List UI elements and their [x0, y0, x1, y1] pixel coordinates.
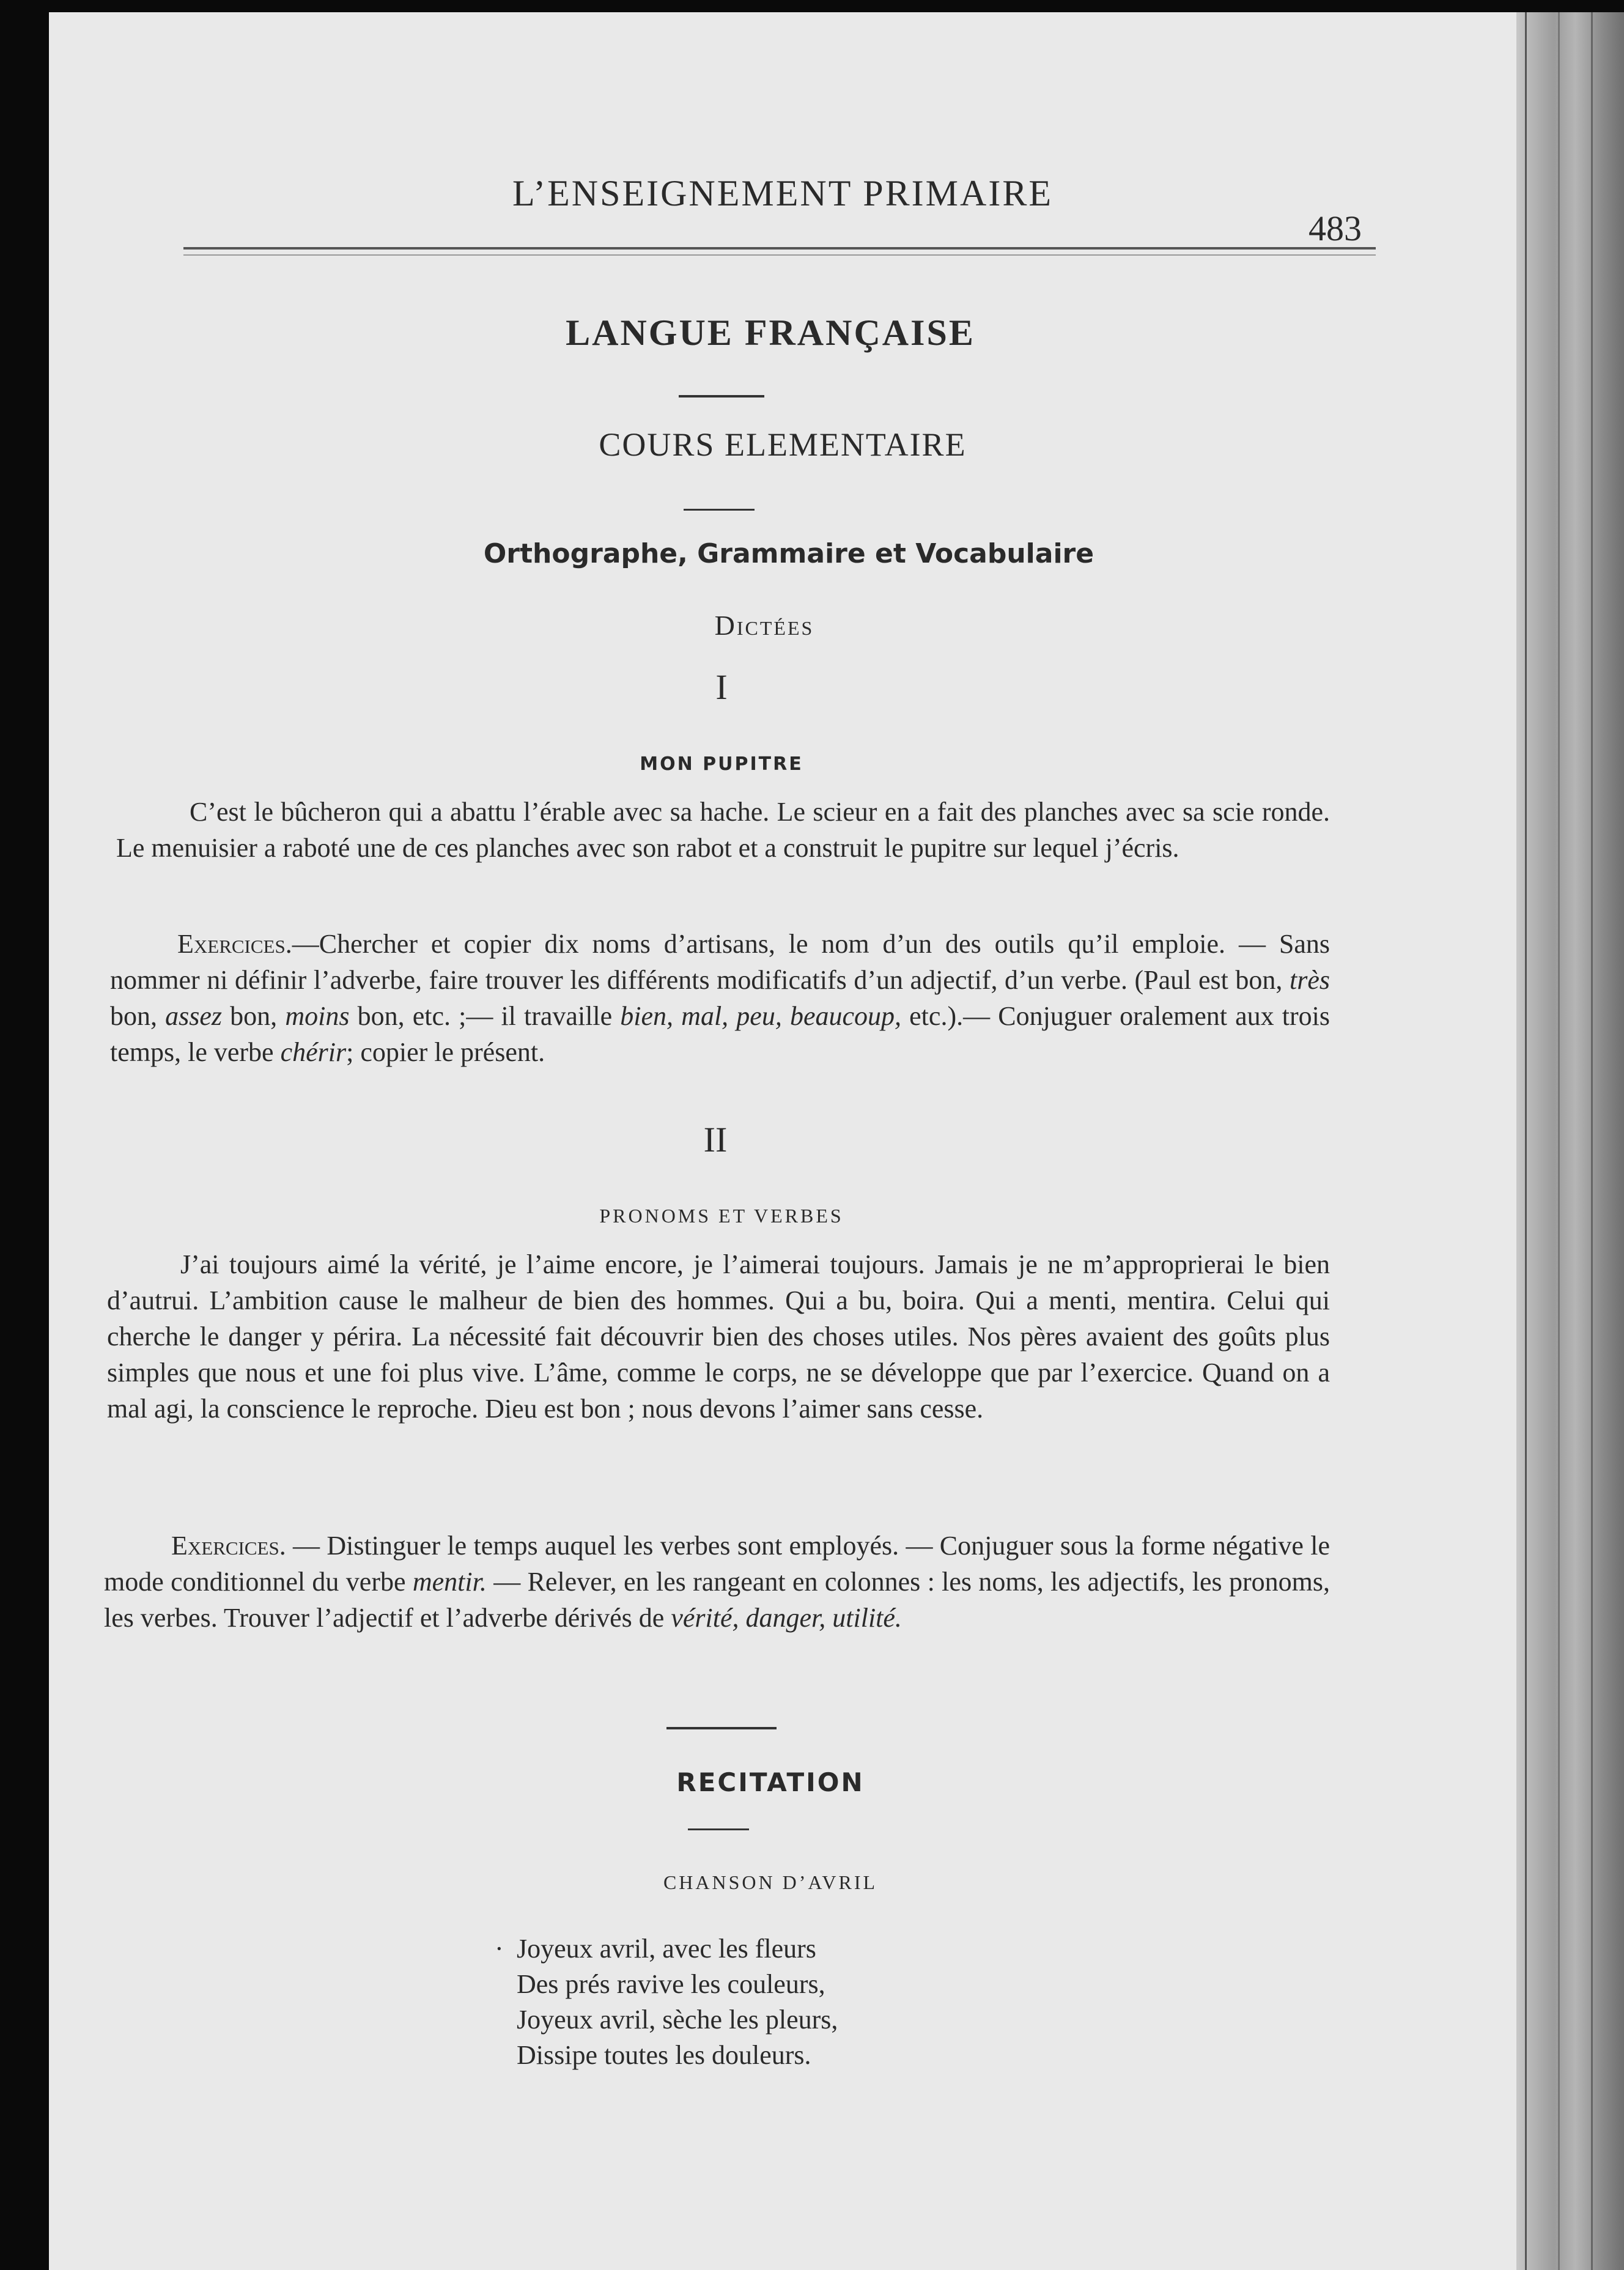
- exercises-text: ; copier le présent.: [346, 1037, 545, 1067]
- section-title: LANGUE FRANÇAISE: [566, 312, 975, 353]
- exercises-text: — Distinguer le temps auquel les verbes sont employés. — Conjuguer sous la forme négative le mode conditionnel du verbe: [104, 1531, 1330, 1597]
- poem: [517, 1931, 1128, 2073]
- divider-rule: [666, 1727, 777, 1729]
- divider-rule: [679, 395, 764, 397]
- exercises-italic: vérité, danger, utilité.: [671, 1603, 902, 1633]
- page-edge-line: [1558, 12, 1560, 2270]
- poem-line: · Joyeux avril, avec les fleurs: [517, 1931, 1128, 1967]
- book-page: [49, 12, 1535, 2270]
- poem-line: Joyeux avril, sèche les pleurs,: [517, 2005, 838, 2035]
- exercises-label: Exercices.: [171, 1531, 286, 1561]
- dictation-title: MON PUPITRE: [640, 753, 803, 775]
- dictees-label: Dictées: [714, 610, 814, 641]
- running-head: L’ENSEIGNEMENT PRIMAIRE: [512, 173, 1053, 213]
- exercises-text: bon, etc. ;— il travaille: [349, 1001, 621, 1031]
- page-edge-line: [1525, 12, 1527, 2270]
- dictation-numeral: I: [715, 667, 728, 707]
- exercises-text: — Relever, en les rangeant en colonnes : les noms, les adjectifs, les pronoms, les verbes. Trouver l’adjectif et l’adverbe dérivés de: [104, 1567, 1330, 1633]
- dictation-title: PRONOMS ET VERBES: [599, 1205, 844, 1227]
- exercises-italic: très: [1290, 965, 1330, 995]
- header-rule: [183, 247, 1376, 256]
- exercises-text: bon,: [222, 1001, 286, 1031]
- exercises-text: etc.).— Conjuguer oralement aux trois temps, le verbe: [110, 1001, 1331, 1067]
- subject-title: Orthographe, Grammaire et Vocabulaire: [483, 538, 1094, 569]
- divider-rule: [688, 1828, 749, 1830]
- dictation-text: C’est le bûcheron qui a abattu l’érable avec sa hache. Le scieur en a fait des planches avec sa scie ronde. Le menuisier a raboté une de ces planches avec son rabot et a construit le pupitre sur lequel j’écris.: [116, 797, 1330, 863]
- poem-line: Dissipe toutes les douleurs.: [517, 2040, 811, 2070]
- exercises-italic: mentir.: [412, 1567, 487, 1597]
- exercises-label: Exercices.: [177, 929, 292, 959]
- course-title: COURS ELEMENTAIRE: [599, 426, 967, 463]
- exercises-italic: chérir: [280, 1037, 347, 1067]
- dictation-numeral: II: [703, 1120, 728, 1159]
- dictation-text: J’ai toujours aimé la vérité, je l’aime encore, je l’aimerai toujours. Jamais je ne m’approprierai le bien d’autrui. L’ambition cause le malheur de bien des hommes. Qui a bu, boira. Qui a menti, mentira. Celui qui cherche le danger y périra. La nécessité fait découvrir bien des choses utiles. Nos pères avaient des goûts plus simples que nous et une foi plus vive. L’âme, comme le corps, ne se développe que par l’exercice. Quand on a mal agi, la conscience le reproche. Dieu est bon ; nous devons l’aimer sans cesse.: [107, 1249, 1330, 1424]
- exercises-text: bon,: [110, 1001, 166, 1031]
- poem-line: Des prés ravive les couleurs,: [517, 1969, 825, 1999]
- page-edge-line: [1591, 12, 1593, 2270]
- exercises-italic: moins: [285, 1001, 350, 1031]
- divider-rule: [684, 509, 755, 511]
- exercises-italic: bien, mal, peu, beaucoup,: [620, 1001, 902, 1031]
- poem-title: CHANSON D’AVRIL: [663, 1871, 878, 1893]
- exercises-text: —Chercher et copier dix noms d’artisans, le nom d’un des outils qu’il emploie. — Sans nommer ni définir l’adverbe, faire trouver les différents modificatifs d’un adjectif, d’un verbe. (Paul est bon,: [110, 929, 1330, 995]
- recitation-title: RECITATION: [676, 1767, 865, 1797]
- page-number: 483: [1308, 209, 1362, 248]
- book-spine: [1516, 12, 1624, 2270]
- exercises-italic: assez: [165, 1001, 223, 1031]
- exercises-paragraph: [104, 1528, 1330, 1636]
- exercises-paragraph: [110, 926, 1330, 1070]
